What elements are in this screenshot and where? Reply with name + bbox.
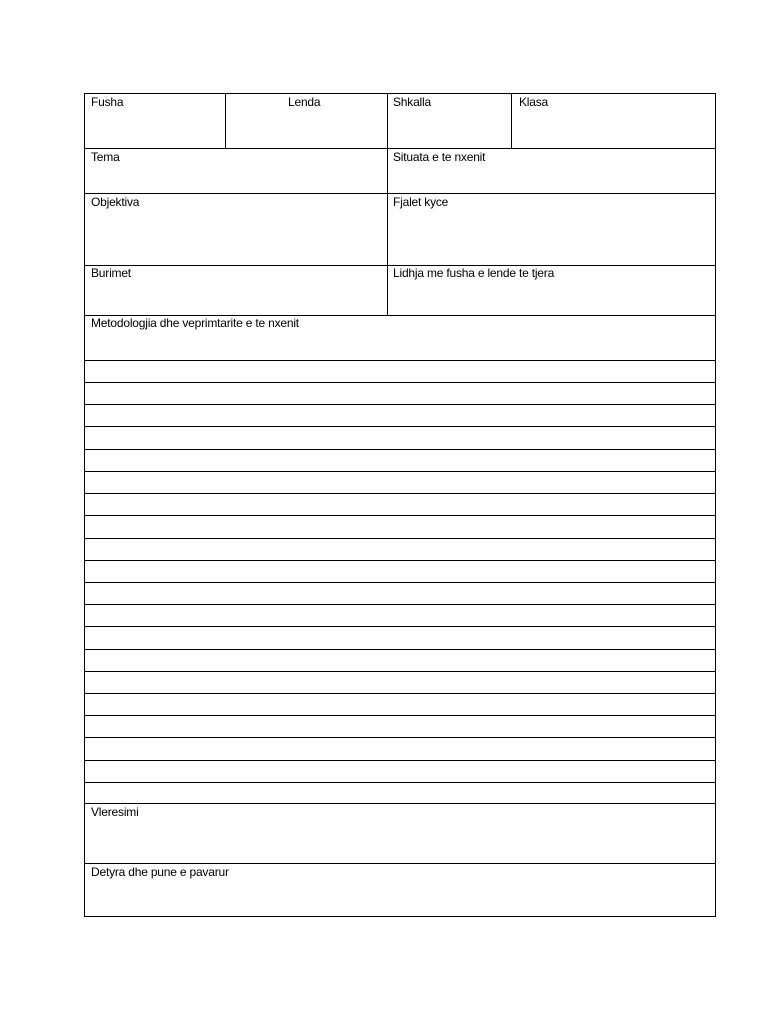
- row-divider: [85, 426, 715, 427]
- column-divider: [387, 94, 388, 315]
- fusha-label: Fusha: [91, 95, 124, 109]
- objektiva-label: Objektiva: [91, 195, 140, 209]
- row-divider: [85, 360, 715, 361]
- row-divider: [85, 538, 715, 539]
- blank-row[interactable]: [85, 448, 715, 470]
- row-divider: [85, 493, 715, 494]
- detyra-cell[interactable]: [85, 864, 715, 916]
- blank-row[interactable]: [85, 624, 715, 646]
- row-divider: [85, 265, 715, 266]
- blank-row[interactable]: [85, 360, 715, 382]
- blank-row[interactable]: [85, 426, 715, 448]
- detyra-label: Detyra dhe pune e pavarur: [91, 865, 229, 879]
- row-divider: [85, 148, 715, 149]
- column-divider: [511, 94, 512, 149]
- klasa-label: Klasa: [519, 95, 549, 109]
- shkalla-label: Shkalla: [393, 95, 431, 109]
- row-divider: [85, 863, 715, 864]
- row-divider: [85, 693, 715, 694]
- burimet-label: Burimet: [91, 266, 131, 280]
- lenda-cell[interactable]: [225, 94, 387, 149]
- objektiva-cell[interactable]: [85, 194, 387, 265]
- row-divider: [85, 782, 715, 783]
- blank-row[interactable]: [85, 602, 715, 624]
- blank-row[interactable]: [85, 514, 715, 536]
- blank-row[interactable]: [85, 470, 715, 492]
- row-divider: [85, 471, 715, 472]
- row-divider: [85, 760, 715, 761]
- fjalet-kyce-label: Fjalet kyce: [393, 195, 449, 209]
- blank-row[interactable]: [85, 382, 715, 404]
- lesson-plan-form: [84, 93, 716, 917]
- blank-row[interactable]: [85, 580, 715, 602]
- situata-cell[interactable]: [387, 149, 715, 194]
- row-divider: [85, 737, 715, 738]
- vleresimi-cell[interactable]: [85, 804, 715, 864]
- row-divider: [85, 315, 715, 316]
- row-divider: [85, 382, 715, 383]
- shkalla-cell[interactable]: [387, 94, 513, 149]
- column-divider: [225, 94, 226, 149]
- row-divider: [85, 449, 715, 450]
- klasa-cell[interactable]: [513, 94, 715, 149]
- fjalet-kyce-cell[interactable]: [387, 194, 715, 265]
- row-divider: [85, 649, 715, 650]
- row-divider: [85, 560, 715, 561]
- row-divider: [85, 715, 715, 716]
- metodologjia-label: Metodologjia dhe veprimtarite e te nxenit: [91, 316, 299, 330]
- row-divider: [85, 604, 715, 605]
- situata-label: Situata e te nxenit: [393, 150, 486, 164]
- lenda-label: Lenda: [288, 95, 321, 109]
- row-divider: [85, 803, 715, 804]
- row-divider: [85, 404, 715, 405]
- tema-cell[interactable]: [85, 149, 387, 194]
- blank-row[interactable]: [85, 404, 715, 426]
- metodologjia-cell[interactable]: [85, 315, 715, 360]
- fusha-cell[interactable]: [85, 94, 225, 149]
- blank-row[interactable]: [85, 558, 715, 580]
- lidhja-label: Lidhja me fusha e lende te tjera: [393, 266, 555, 280]
- row-divider: [85, 671, 715, 672]
- burimet-cell[interactable]: [85, 265, 387, 315]
- lidhja-cell[interactable]: [387, 265, 715, 315]
- row-divider: [85, 582, 715, 583]
- vleresimi-label: Vleresimi: [91, 805, 139, 819]
- blank-row[interactable]: [85, 492, 715, 514]
- row-divider: [85, 626, 715, 627]
- row-divider: [85, 515, 715, 516]
- tema-label: Tema: [91, 150, 120, 164]
- row-divider: [85, 193, 715, 194]
- blank-row[interactable]: [85, 536, 715, 558]
